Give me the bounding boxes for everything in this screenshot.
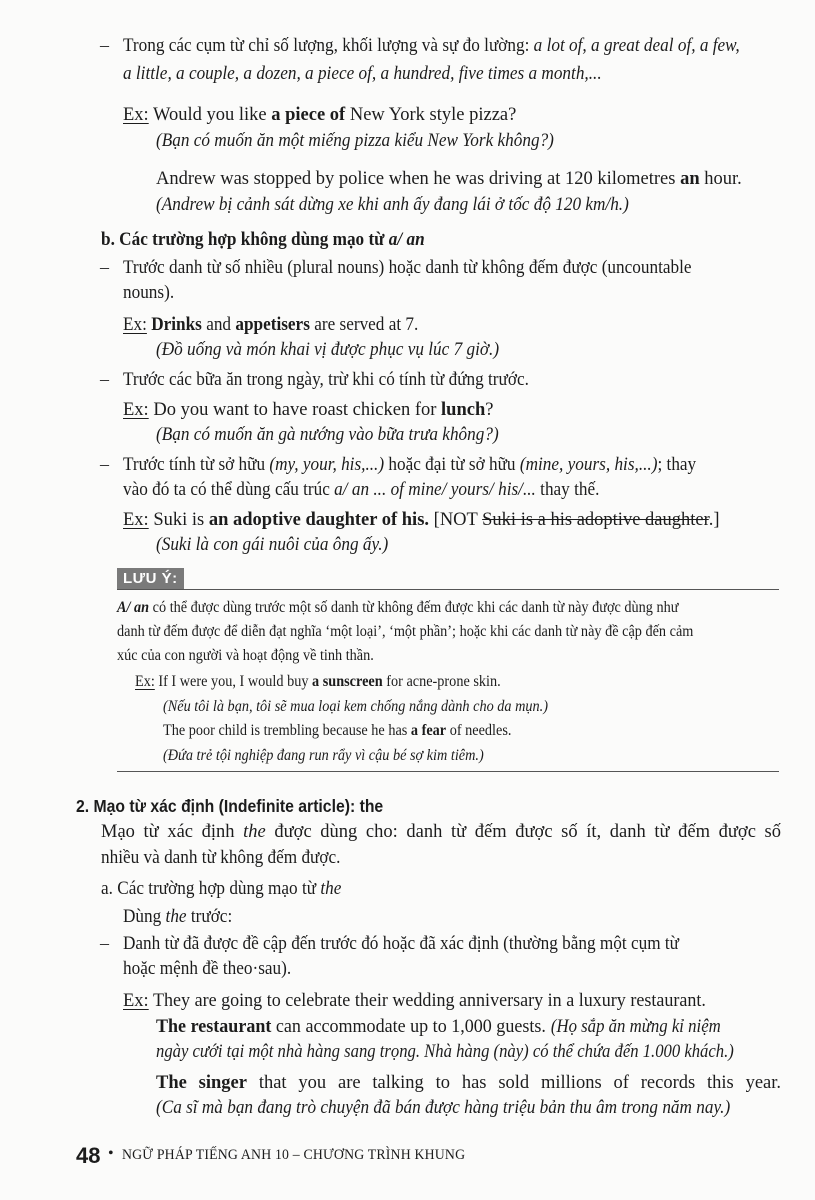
example-line: Ex: They are going to celebrate their wedding anniversary in a luxury restaurant. [123,991,707,1011]
translation-line: (Suki là con gái nuôi của ông ấy.) [156,535,389,555]
text-line: Trước các bữa ăn trong ngày, trừ khi có tính từ đứng trước. [123,370,529,390]
ex-label: Ex: [135,673,155,690]
text-line: nouns). [123,283,175,303]
note-example-line: Ex: If I were you, I would buy a sunscreen for acne-prone skin. [135,673,501,690]
struck-text: Suki is a his adoptive daughter [482,510,709,530]
bullet-dash: – [100,933,109,953]
text-line: a little, a couple, a dozen, a piece of, a hundred, five times a month,... [123,64,602,84]
translation-line: (Đồ uống và món khai vị được phục vụ lúc 7 giờ.) [156,340,500,360]
note-line: xúc của con người và hoạt động về tinh thần. [117,647,374,664]
note-example-line: The poor child is trembling because he has a fear of needles. [163,722,512,739]
note-badge: LƯU Ý: [117,568,184,590]
bullet-dash: – [100,454,109,474]
page-number: 48 [76,1143,101,1168]
example-line: Ex: Drinks and appetisers are served at 7. [123,315,419,335]
text-line: hoặc mệnh đề theo·sau). [123,959,292,979]
note-bottom-rule [117,771,779,772]
note-translation-line: (Đứa trẻ tội nghiệp đang run rẩy vì cậu bé sợ kim tiêm.) [163,747,484,764]
text-line: Trước tính từ sở hữu (my, your, his,...) hoặc đại từ sở hữu (mine, yours, his,...); thay [123,455,697,475]
example-line: The restaurant can accommodate up to 1,000 guests. (Họ sắp ăn mừng kỉ niệm [156,1017,721,1037]
note-line: A/ an có thể được dùng trước một số danh từ không đếm được khi các danh từ này được dùng như [117,599,679,616]
book-title: NGỮ PHÁP TIẾNG ANH 10 – CHƯƠNG TRÌNH KHUNG [122,1147,466,1163]
note-top-rule [117,589,779,590]
note-translation-line: (Nếu tôi là bạn, tôi sẽ mua loại kem chống nắng dành cho da mụn.) [163,698,548,715]
text-line: Trong các cụm từ chỉ số lượng, khối lượng và sự đo lường: a lot of, a great deal of, a few, [123,36,740,56]
ex-label: Ex: [123,510,149,530]
example-line: Ex: Do you want to have roast chicken for lunch? [123,400,494,420]
section-intro: Mạo từ xác định the được dùng cho: danh từ đếm được số ít, danh từ đếm được số [101,822,781,842]
note-line: danh từ đếm được để diễn đạt nghĩa ‘một loại’, ‘một phần’; hoặc khi các danh từ này đề cập đến cảm [117,623,694,640]
text-line: Trước danh từ số nhiều (plural nouns) hoặc danh từ không đếm được (uncountable [123,258,692,278]
use-line: Dùng the trước: [123,907,233,927]
translation-line: (Andrew bị cảnh sát dừng xe khi anh ấy đang lái ở tốc độ 120 km/h.) [156,195,629,215]
section-heading: 2. Mạo từ xác định (Indefinite article): the [76,796,384,816]
text-line: Danh từ đã được đề cập đến trước đó hoặc đã xác định (thường bằng một cụm từ [123,934,679,954]
translation-line: (Ca sĩ mà bạn đang trò chuyện đã bán được hàng triệu bản thu âm trong năm nay.) [156,1098,731,1118]
example-line: Ex: Would you like a piece of New York style pizza? [123,105,517,125]
bullet-dash: – [100,257,109,277]
subheading-b: b. Các trường hợp không dùng mạo từ a/ an [101,230,425,250]
subheading-a: a. Các trường hợp dùng mạo từ the [101,879,342,899]
translation-line: ngày cưới tại một nhà hàng sang trọng. Nhà hàng (này) có thể chứa đến 1.000 khách.) [156,1042,734,1062]
section-intro-line2: nhiều và danh từ không đếm được. [101,848,341,868]
text-line: vào đó ta có thể dùng cấu trúc a/ an ... of mine/ yours/ his/... thay thế. [123,480,600,500]
translation-line: (Bạn có muốn ăn một miếng pizza kiểu New York không?) [156,131,554,151]
footer-bullet: • [108,1145,114,1162]
example-line: Andrew was stopped by police when he was driving at 120 kilometres an hour. [156,169,742,189]
bullet-dash: – [100,35,109,55]
example-line: Ex: Suki is an adoptive daughter of his. [NOT Suki is a his adoptive daughter.] [123,510,720,530]
example-line: The singer that you are talking to has sold millions of records this year. [156,1073,782,1093]
ex-label: Ex: [123,315,147,335]
ex-label: Ex: [123,400,149,420]
translation-line: (Bạn có muốn ăn gà nướng vào bữa trưa không?) [156,425,499,445]
bullet-dash: – [100,369,109,389]
ex-label: Ex: [123,105,149,125]
ex-label: Ex: [123,991,149,1011]
